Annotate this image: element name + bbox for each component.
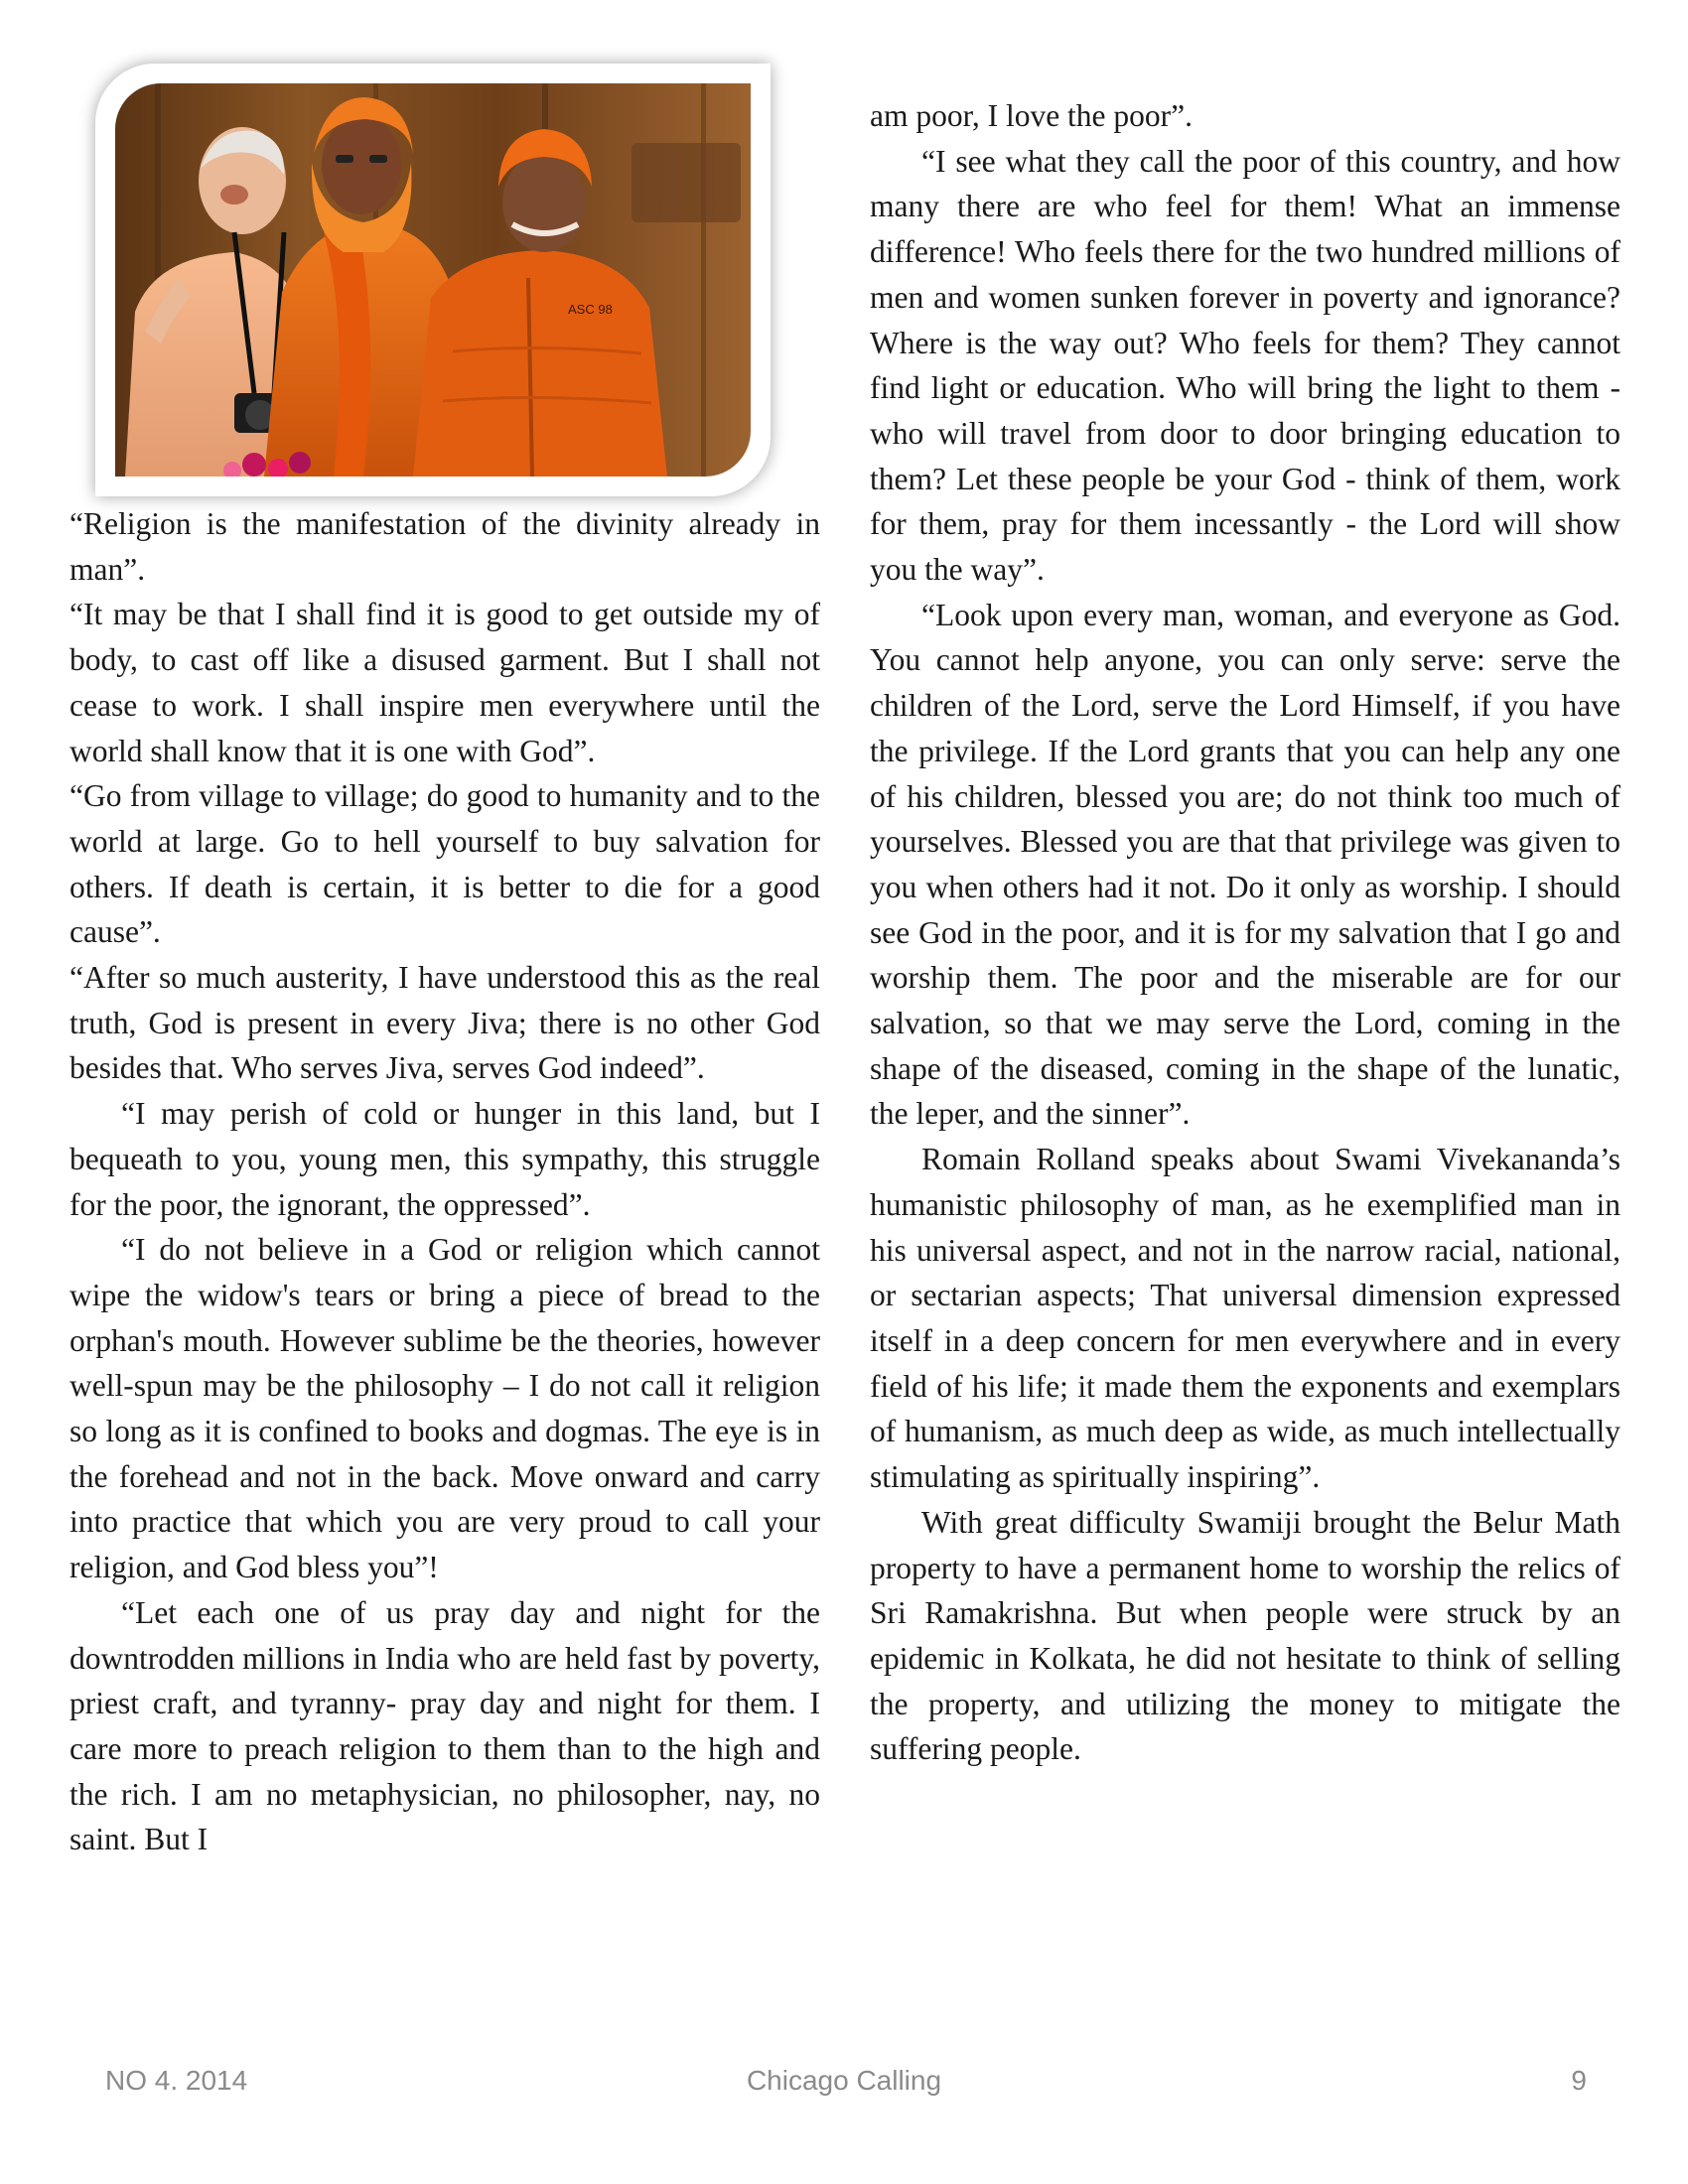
quote-serves-jiva: “After so much austerity, I have understood this as the real truth, God is present in every Jiva; there is no other God besides that. Who serves Jiva, serves God indeed”. [70,960,820,1086]
page-footer [0,2065,1688,2105]
quote-love-the-poor: am poor, I love the poor”. [870,98,1194,133]
footer-issue: NO 4. 2014 [105,2065,248,2096]
left-column [70,501,820,1862]
footer-magazine-title: Chicago Calling [746,2065,942,2096]
paragraph-romain-rolland: Romain Rolland speaks about Swami Vivekananda’s humanistic philosophy of man, as he exemplified man in his universal aspect, and not in the narrow racial, national, or sectarian aspects; That universal dimension expressed itself in a deep concern for men everywhere and in every field of his life; it made them the exponents and exemplars of humanism, as much deep as wide, as much intellectually stimulating as spiritually inspiring”. [870,1142,1620,1495]
right-column [870,93,1620,1772]
quote-pray-day-and-night: “Let each one of us pray day and night for the downtrodden millions in India who are held fast by poverty, priest craft, and tyranny- pray day and night for them. I care more to preach religion to them than to the high and the rich. I am no metaphysician, no philosopher, nay, no saint. But I [70,1594,820,1857]
jacket-text: ASC 98 [568,302,613,317]
quote-village-to-village: “Go from village to village; do good to humanity and to the world at large. Go to hell yourself to buy salvation for others. If death is certain, it is better to die for a good cause”. [70,778,820,950]
quote-look-upon-every-man: “Look upon every man, woman, and everyone as God. You cannot help anyone, you can only serve: serve the children of the Lord, serve the Lord Himself, if you have the privilege. If the Lord grants that you can help any one of his children, blessed you are; do not think too much of yourselves. Blessed you are that that privilege was given to you when others had it not. Do it only as worship. I should see God in the poor, and it is for my salvation that I go and worship them. The poor and the miserable are for our salvation, so that we may serve the Lord, coming in the shape of the diseased, coming in the shape of the lunatic, the leper, and the sinner”. [870,597,1620,1132]
paragraph-belur-math: With great difficulty Swamiji brought the Belur Math property to have a permanent home to worship the relics of Sri Ramakrishna. But when people were struck by an epidemic in Kolkata, he did not hesitate to think of selling the property, and utilizing the money to mitigate the suffering people. [870,1504,1620,1767]
photo-frame [95,64,771,496]
footer-page-number: 9 [1571,2065,1587,2096]
quote-religion-manifestation: “Religion is the manifestation of the divinity already in man”. [70,506,820,587]
quote-widows-tears: “I do not believe in a God or religion which cannot wipe the widow's tears or bring a piece of bread to the orphan's mouth. However sublime be the theories, however well-spun may be the philosophy – I do not call it religion so long as it is confined to books and dogmas. The eye is in the forehead and not in the back. Move onward and carry into practice that which you are very proud to call your religion, and God bless you”! [70,1232,820,1585]
monks-photo [115,83,751,477]
quote-shall-not-cease: “It may be that I shall find it is good to get outside my of body, to cast off like a disused garment. But I shall not cease to work. I shall inspire men everywhere until the world shall know that it is one with God”. [70,597,820,768]
quote-bequeath-sympathy: “I may perish of cold or hunger in this land, but I bequeath to you, young men, this sympathy, this struggle for the poor, the ignorant, the oppressed”. [70,1096,820,1222]
quote-poor-of-this-country: “I see what they call the poor of this country, and how many there are who feel for them! What an immense difference! Who feels there for the two hundred millions of men and women sunken forever in poverty and ignorance? Where is the way out? Who feels for them? They cannot find light or education. Who will bring the light to them - who will travel from door to door bringing education to them? Let these people be your God - think of them, work for them, pray for them incessantly - the Lord will show you the way”. [870,143,1620,588]
